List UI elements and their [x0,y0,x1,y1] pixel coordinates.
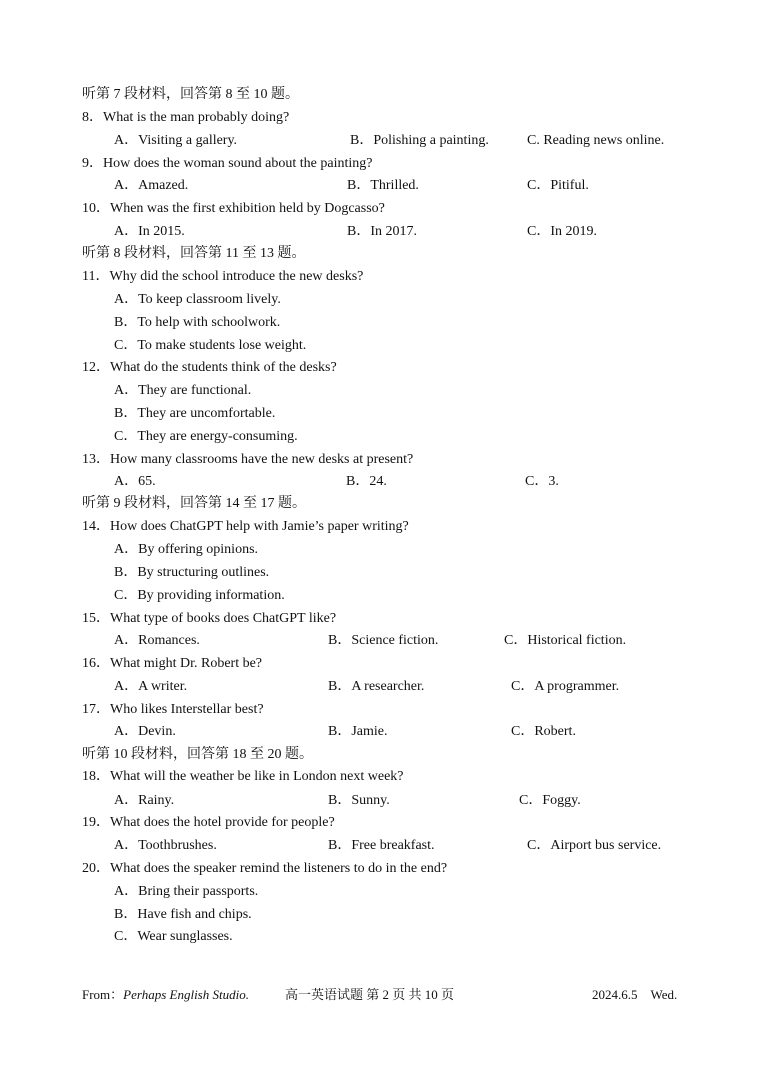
q9-option-a: A．Amazed. [114,178,189,193]
section-heading-9: 听第 9 段材料，回答第 14 至 17 题。 [82,496,306,511]
q13-option-b: B．24. [346,474,387,489]
q18-option-b: B．Sunny. [328,793,390,808]
q16-option-a: A．A writer. [114,679,188,694]
q19-option-b: B．Free breakfast. [328,838,435,853]
section-heading-8: 听第 8 段材料，回答第 11 至 13 题。 [82,246,306,261]
q8-option-c: C. Reading news online. [527,133,665,148]
question-17: 17．Who likes Interstellar best? [82,702,264,717]
q16-option-b: B．A researcher. [328,679,425,694]
q14-option-c: C．By providing information. [114,588,285,603]
q12-option-a: A．They are functional. [114,383,252,398]
q15-option-c: C．Historical fiction. [504,633,627,648]
q9-option-b: B．Thrilled. [347,178,419,193]
q11-option-c: C．To make students lose weight. [114,338,307,353]
question-16: 16．What might Dr. Robert be? [82,656,263,671]
q12-option-c: C．They are energy-consuming. [114,429,298,444]
q11-option-b: B．To help with schoolwork. [114,315,281,330]
question-15: 15．What type of books does ChatGPT like? [82,611,337,626]
question-10: 10．When was the first exhibition held by Dogcasso? [82,201,385,216]
footer-source [82,986,249,1004]
q18-option-c: C．Foggy. [519,793,581,808]
q10-option-c: C．In 2019. [527,224,597,239]
section-heading-10: 听第 10 段材料，回答第 18 至 20 题。 [82,747,313,762]
q20-option-c: C．Wear sunglasses. [114,929,233,944]
q13-option-c: C．3. [525,474,559,489]
question-14: 14．How does ChatGPT help with Jamie’s paper writing? [82,519,409,534]
q18-option-a: A．Rainy. [114,793,175,808]
question-13: 13．How many classrooms have the new desks at present? [82,452,414,467]
question-8: 8．What is the man probably doing? [82,110,290,125]
q17-option-c: C．Robert. [511,724,576,739]
q20-option-b: B．Have fish and chips. [114,907,252,922]
q15-option-a: A．Romances. [114,633,200,648]
footer-page-info: 高一英语试题 第 2 页 共 10 页 [285,987,455,1002]
q8-option-b: B．Polishing a painting. [350,133,489,148]
q14-option-a: A．By offering opinions. [114,542,259,557]
q14-option-b: B．By structuring outlines. [114,565,270,580]
footer-date: 2024.6.5 Wed. [592,987,678,1002]
q10-option-a: A．In 2015. [114,224,185,239]
q12-option-b: B．They are uncomfortable. [114,406,276,421]
q17-option-b: B．Jamie. [328,724,388,739]
question-11: 11．Why did the school introduce the new desks? [82,269,364,284]
q8-option-a: A．Visiting a gallery. [114,133,238,148]
q13-option-a: A．65. [114,474,156,489]
question-20: 20．What does the speaker remind the listeners to do in the end? [82,861,448,876]
q10-option-b: B．In 2017. [347,224,417,239]
q19-option-c: C．Airport bus service. [527,838,662,853]
q16-option-c: C．A programmer. [511,679,620,694]
q11-option-a: A．To keep classroom lively. [114,292,281,307]
question-9: 9．How does the woman sound about the painting? [82,156,373,171]
q20-option-a: A．Bring their passports. [114,884,259,899]
question-12: 12．What do the students think of the desks? [82,360,337,375]
section-heading-7: 听第 7 段材料，回答第 8 至 10 题。 [82,87,299,102]
q9-option-c: C．Pitiful. [527,178,589,193]
footer-source-name: Perhaps English Studio. [123,987,249,1002]
footer-from-label: From： [82,987,124,1002]
question-18: 18．What will the weather be like in London next week? [82,769,404,784]
q17-option-a: A．Devin. [114,724,176,739]
q15-option-b: B．Science fiction. [328,633,439,648]
question-19: 19．What does the hotel provide for people? [82,815,335,830]
q19-option-a: A．Toothbrushes. [114,838,217,853]
